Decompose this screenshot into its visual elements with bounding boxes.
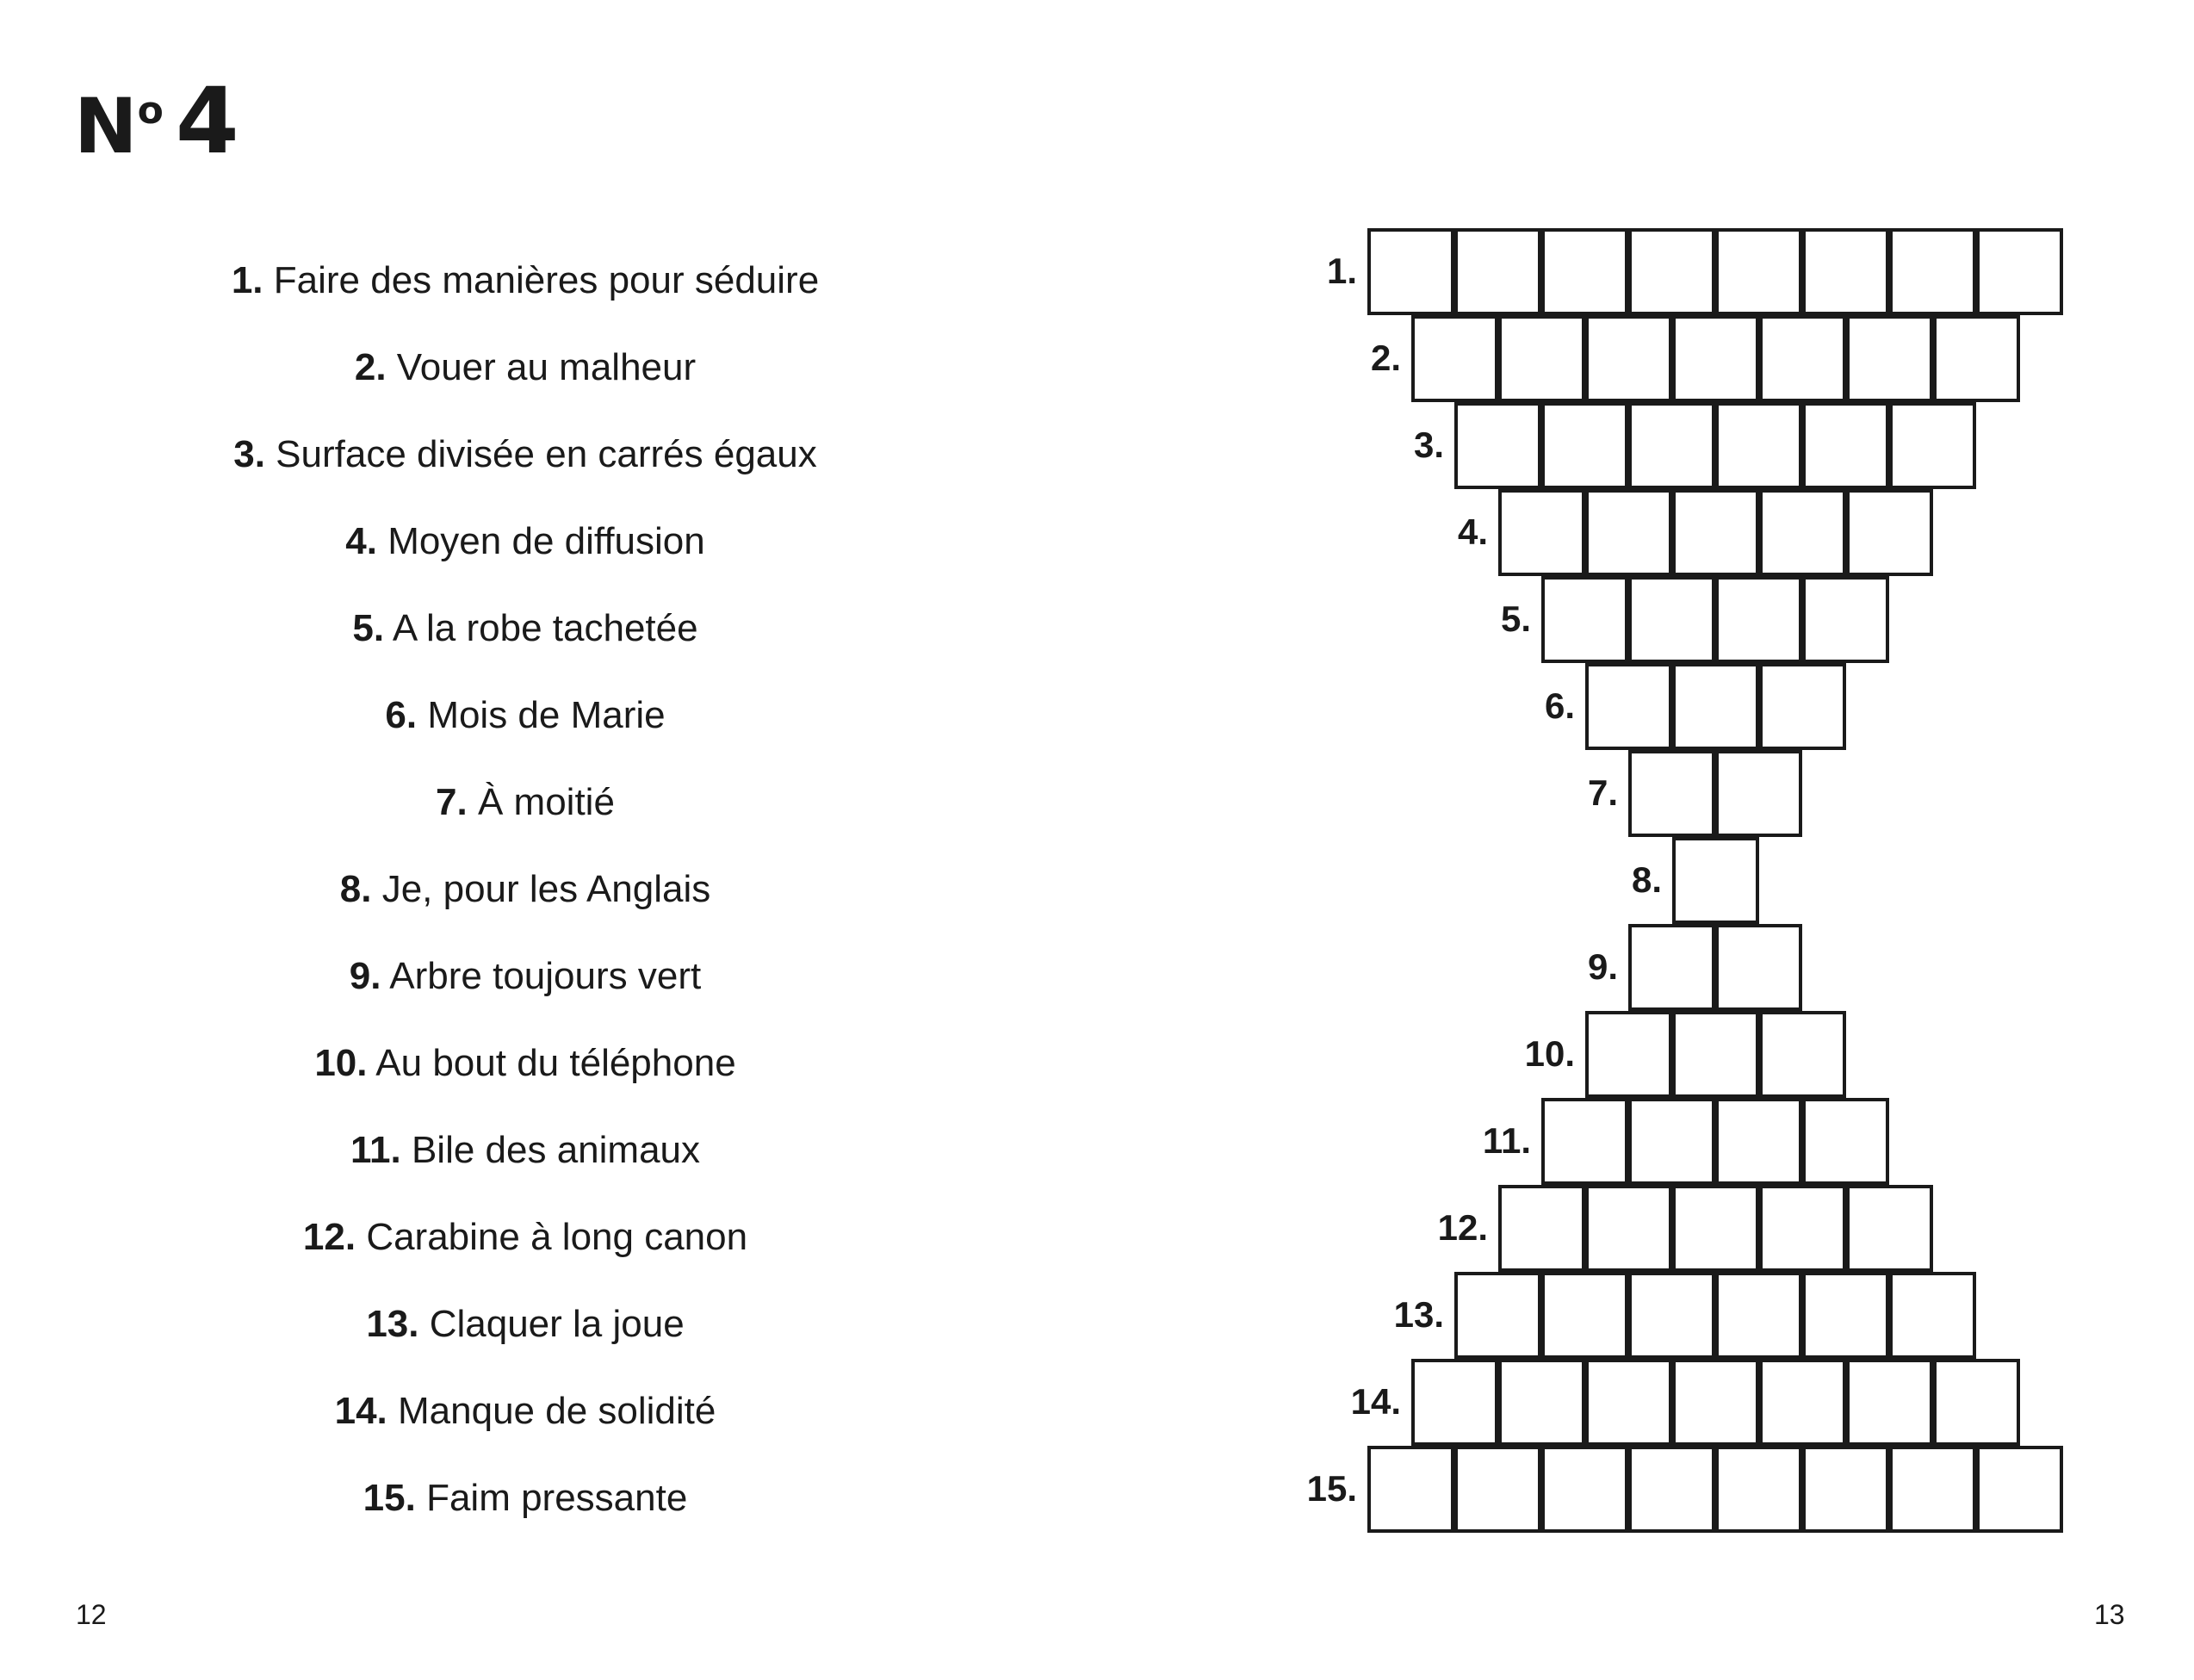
grid-cell[interactable] [1672, 663, 1759, 750]
grid-cell[interactable] [1846, 489, 1933, 576]
grid-cell[interactable] [1715, 402, 1802, 489]
grid-row-number: 9. [1587, 946, 1618, 987]
grid-cell[interactable] [1759, 1011, 1846, 1098]
clue-text: Arbre toujours vert [389, 955, 702, 997]
clue-text: Je, pour les Anglais [381, 868, 711, 910]
grid-cell[interactable] [1802, 1098, 1889, 1185]
grid-cell[interactable] [1628, 1446, 1715, 1533]
clue-number: 11. [350, 1129, 401, 1171]
grid-cell[interactable] [1498, 315, 1585, 402]
grid-cell[interactable] [1541, 1446, 1628, 1533]
grid-cell[interactable] [1672, 1359, 1759, 1446]
clue-text: Claquer la joue [429, 1303, 685, 1345]
grid-cell[interactable] [1585, 1359, 1672, 1446]
grid-cell[interactable] [1759, 315, 1846, 402]
grid-cell[interactable] [1367, 1446, 1454, 1533]
grid-cell[interactable] [1933, 1359, 2020, 1446]
grid-cell[interactable] [1628, 402, 1715, 489]
clue-number: 4. [345, 520, 377, 562]
grid-row-number: 7. [1587, 772, 1618, 813]
grid-cell[interactable] [1541, 228, 1628, 315]
grid-cell[interactable] [1628, 576, 1715, 663]
grid-row-number: 13. [1393, 1294, 1444, 1335]
clue-number: 5. [352, 607, 385, 649]
clue-number: 1. [231, 259, 263, 301]
grid-cell[interactable] [1628, 228, 1715, 315]
title-prefix: N [74, 82, 136, 170]
grid-cell[interactable] [1889, 402, 1976, 489]
clue-number: 14. [334, 1390, 387, 1432]
grid-cell[interactable] [1628, 1098, 1715, 1185]
grid-row-number: 3. [1413, 425, 1444, 465]
grid-row-number: 5. [1500, 598, 1531, 639]
grid-cell[interactable] [1367, 228, 1454, 315]
grid-cell[interactable] [1759, 1185, 1846, 1272]
grid-cell[interactable] [1454, 228, 1541, 315]
grid-cell[interactable] [1802, 1446, 1889, 1533]
title-number: 4 [175, 68, 238, 174]
grid-row-number: 10. [1524, 1033, 1575, 1074]
page-number-right: 13 [2094, 1599, 2125, 1630]
grid-cell[interactable] [1933, 315, 2020, 402]
clue-number: 10. [314, 1042, 368, 1084]
grid-row-number: 15. [1306, 1468, 1357, 1509]
grid-cell[interactable] [1846, 1359, 1933, 1446]
grid-cell[interactable] [1672, 315, 1759, 402]
grid-cell[interactable] [1628, 750, 1715, 837]
grid-cell[interactable] [1715, 1098, 1802, 1185]
grid-cell[interactable] [1672, 1011, 1759, 1098]
grid-row-number: 6. [1544, 685, 1575, 726]
grid-cell[interactable] [1628, 924, 1715, 1011]
clue-number: 15. [363, 1477, 416, 1519]
grid-cell[interactable] [1585, 1185, 1672, 1272]
grid-row-number: 1. [1326, 251, 1357, 291]
grid-cell[interactable] [1759, 489, 1846, 576]
clue-text: Faire des manières pour séduire [273, 259, 820, 301]
clue-number: 6. [385, 694, 418, 736]
grid-cell[interactable] [1672, 1185, 1759, 1272]
clue-number: 3. [233, 433, 265, 475]
clue-number: 13. [366, 1303, 419, 1345]
grid-cell[interactable] [1889, 228, 1976, 315]
grid-row-number: 11. [1482, 1120, 1531, 1161]
grid-row-number: 4. [1457, 511, 1488, 552]
grid-cell[interactable] [1541, 402, 1628, 489]
clue-number: 2. [354, 346, 387, 388]
grid-cell[interactable] [1541, 576, 1628, 663]
grid-cell[interactable] [1889, 1272, 1976, 1359]
grid-cell[interactable] [1759, 1359, 1846, 1446]
grid-cell[interactable] [1585, 663, 1672, 750]
grid-cell[interactable] [1672, 489, 1759, 576]
grid-cell[interactable] [1802, 402, 1889, 489]
clue-text: Surface divisée en carrés égaux [276, 433, 817, 475]
grid-cell[interactable] [1715, 924, 1802, 1011]
grid-cell[interactable] [1454, 402, 1541, 489]
clue-text: A la robe tachetée [392, 607, 698, 649]
grid-cell[interactable] [1976, 228, 2063, 315]
clue-number: 7. [436, 781, 468, 823]
grid-cell[interactable] [1411, 315, 1498, 402]
grid-cell[interactable] [1628, 1272, 1715, 1359]
grid-cell[interactable] [1585, 315, 1672, 402]
grid-cell[interactable] [1715, 576, 1802, 663]
clue-text: Carabine à long canon [366, 1216, 748, 1258]
grid-cell[interactable] [1585, 1011, 1672, 1098]
clue-number: 9. [349, 955, 381, 997]
grid-cell[interactable] [1498, 1359, 1585, 1446]
grid-cell[interactable] [1541, 1098, 1628, 1185]
clue-number: 12. [302, 1216, 356, 1258]
grid-cell[interactable] [1454, 1272, 1541, 1359]
grid-cell[interactable] [1672, 837, 1759, 924]
clue-text: Mois de Marie [427, 694, 666, 736]
grid-cell[interactable] [1498, 1185, 1585, 1272]
grid-cell[interactable] [1802, 576, 1889, 663]
grid-cell[interactable] [1802, 228, 1889, 315]
grid-cell[interactable] [1715, 1272, 1802, 1359]
grid-cell[interactable] [1715, 750, 1802, 837]
clue-number: 8. [339, 868, 372, 910]
grid-cell[interactable] [1846, 1185, 1933, 1272]
clue-text: Vouer au malheur [396, 346, 697, 388]
grid-row-number: 2. [1370, 338, 1401, 378]
grid-cell[interactable] [1759, 663, 1846, 750]
clue-text: Au bout du téléphone [375, 1042, 736, 1084]
grid-cell[interactable] [1585, 489, 1672, 576]
grid-cell[interactable] [1715, 1446, 1802, 1533]
grid-cell[interactable] [1541, 1272, 1628, 1359]
grid-cell[interactable] [1411, 1359, 1498, 1446]
grid-cell[interactable] [1454, 1446, 1541, 1533]
grid-cell[interactable] [1802, 1272, 1889, 1359]
grid-row-number: 12. [1437, 1207, 1488, 1248]
clue-text: Moyen de diffusion [387, 520, 705, 562]
clue-text: Bile des animaux [411, 1129, 701, 1171]
page-number-left: 12 [76, 1599, 107, 1630]
clue-text: Faim pressante [426, 1477, 688, 1519]
grid-row-number: 8. [1631, 859, 1662, 900]
grid-row-number: 14. [1350, 1381, 1401, 1422]
title-superscript: o [137, 89, 162, 133]
grid-cell[interactable] [1498, 489, 1585, 576]
grid-cell[interactable] [1889, 1446, 1976, 1533]
clue-text: Manque de solidité [398, 1390, 716, 1432]
grid-cell[interactable] [1976, 1446, 2063, 1533]
grid-cell[interactable] [1715, 228, 1802, 315]
grid-cell[interactable] [1846, 315, 1933, 402]
clue-text: À moitié [477, 781, 615, 823]
